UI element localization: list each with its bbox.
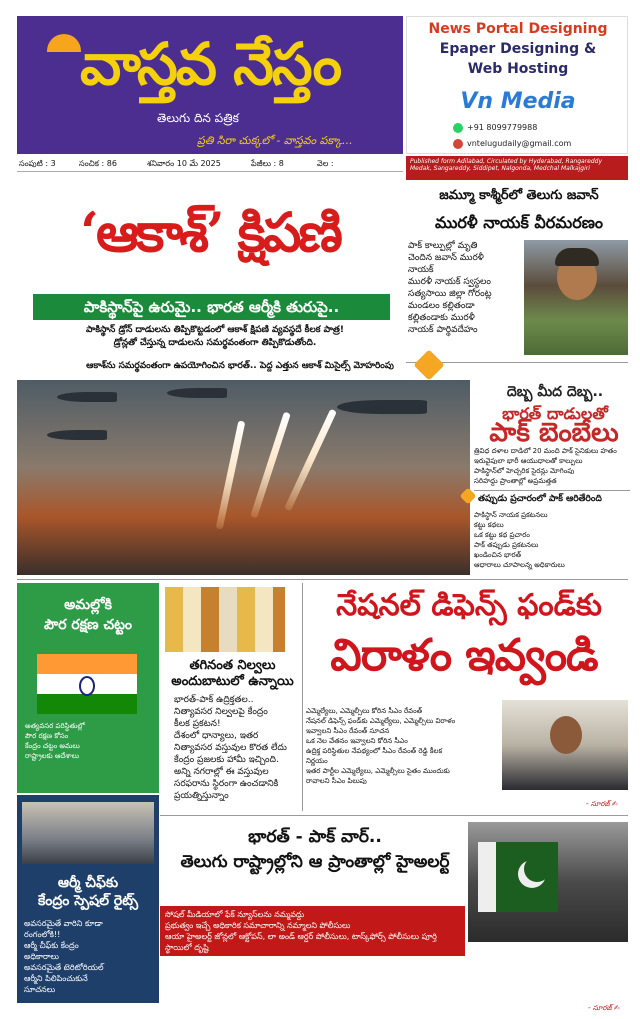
jet-icon: [47, 430, 107, 440]
jet-icon: [337, 400, 427, 414]
section-divider: [160, 815, 628, 816]
vn-media-ad[interactable]: [406, 16, 628, 154]
meeting-photo: [22, 802, 154, 864]
grain-headline-2[interactable]: అందుబాటులో ఉన్నాయి: [171, 674, 294, 689]
publisher-note: Published form Adilabad, Circulated by Hyderabad, Rangareddy Medak, Sangareddy, Siddipet, Nalgonda, Medchal Malkajgiri: [406, 156, 628, 180]
lead-headline[interactable]: ‘ఆకాశ్’ క్షిపణి: [80, 200, 340, 264]
propaganda-line: ఖండించిన భారత్: [474, 551, 522, 559]
murali-line: చెందిన జవాన్ మురళీ: [408, 253, 484, 263]
grain-story: [174, 694, 304, 802]
ad-line-2: Epaper Designing &: [439, 41, 597, 57]
propaganda-line: పాక్ తప్పుడు ప్రకటనలు: [474, 541, 539, 549]
army-line: రంగంలోకి!!: [24, 930, 61, 939]
grain-line: కీలక ప్రకటన!: [174, 719, 221, 729]
page-count: పేజీలు : 8: [251, 159, 284, 168]
fund-line: నిర్ణయం: [306, 757, 328, 765]
pakistan-flag-icon: [478, 842, 558, 912]
civil-defence-line: పౌర రక్షణ కోసం: [25, 732, 69, 740]
missile-trail-icon: [284, 409, 337, 512]
issue-info-bar: [17, 156, 403, 172]
murali-line: కల్లితండాకు మురళీ: [408, 313, 475, 323]
grain-headline-1[interactable]: తగినంత నిల్వలు: [189, 658, 276, 673]
missile-trail-icon: [250, 412, 291, 519]
retaliation-story: [474, 446, 630, 486]
alert-line: ఆయా హైఅలర్ట్ జోన్లలో ఆక్టోపస్, లా అండ్ ఆర్డర్ పోలీసులు, టాస్క్‌ఫోర్స్ పోలీసులు పూర్తి స్థాయిలో దృష్టి: [165, 932, 437, 952]
newspaper-tagline: ప్రతి సిరా చుక్కలో - వాస్తవం పక్కా...: [197, 134, 353, 147]
lead-line-2: డ్రోన్లతో చేస్తున్న దాడులను సమర్థవంతంగా తిప్పికొడుతోంది.: [113, 338, 317, 348]
newspaper-title: వాస్తవ నేస్తం: [80, 30, 340, 98]
retaliation-head-1[interactable]: దెబ్బ మీద దెబ్బ..: [506, 384, 604, 400]
grain-line: నిత్యావసర వస్తువుల కొరత లేదు: [174, 743, 287, 753]
divider: [302, 583, 303, 811]
retaliation-line: సరిహద్దు ప్రాంతాల్లో అప్రమత్తత: [474, 477, 557, 485]
army-line: అవసరమైతే టెరిటోరియల్: [24, 963, 104, 972]
ad-line-1: News Portal Designing: [428, 21, 608, 37]
army-chief-title-2: కేంద్రం స్పెషల్ రైట్స్: [37, 893, 139, 909]
alert-highlights: [160, 906, 465, 956]
issue-number: సంచిక : 86: [79, 159, 117, 168]
missile-trail-icon: [216, 420, 246, 529]
army-line: సూచనలు: [24, 985, 56, 994]
murali-story: [408, 240, 522, 336]
propaganda-line: ఒక కట్టు కథ ప్రచారం: [474, 531, 530, 539]
army-line: ఆర్మీని పిలిపించుకునే: [24, 974, 88, 983]
alert-headline-1[interactable]: భారత్ - పాక్ వార్..: [248, 827, 382, 847]
murali-line: మండలం కల్లితండా: [408, 301, 475, 311]
murali-line: మురళీ నాయక్ స్వస్థలం: [408, 277, 491, 287]
alert-line: సోషల్ మీడియాలో ఫేక్ న్యూస్‌లను నమ్మవద్దు: [165, 910, 305, 919]
propaganda-line: ఆధారాలు చూపాలన్న అధికారులు: [474, 561, 565, 569]
ad-phone: +91 8099779988: [467, 123, 538, 132]
grain-line: కేంద్రం ప్రజలకు హామీ ఇచ్చింది.: [174, 755, 279, 765]
grain-line: అన్ని నగరాల్లో ఈ వస్తువుల: [174, 767, 269, 777]
propaganda-line: పాకిస్థాన్ నాయక ప్రకటనలు: [474, 511, 548, 519]
newspaper-subtitle: తెలుగు దిన పత్రిక: [157, 111, 239, 125]
grains-photo: [165, 587, 285, 652]
lead-line-3: ఆకాశ్‌ను సమర్థవంతంగా ఉపయోగించిన భారత్.. పెద్ద ఎత్తున ఆకాశ్ మిసైల్స్ మోహరింపు: [86, 361, 394, 371]
divider: [474, 490, 630, 491]
email-icon: [453, 139, 463, 149]
fund-story: [306, 706, 500, 786]
propaganda-head[interactable]: తప్పుడు ప్రచారంలో పాక్ ఆరితేరింది: [478, 494, 602, 504]
civil-defence-line: కేంద్రం చట్టం అమలు: [25, 742, 80, 750]
murali-headline-2[interactable]: మురళీ నాయక్ వీరమరణం: [434, 213, 604, 232]
india-flag-icon: [37, 654, 137, 714]
civil-defence-line: అత్యవసర పరిస్థితుల్లో: [25, 722, 85, 730]
civil-defence-title-2: పౌర రక్షణ చట్టం: [43, 617, 133, 633]
retaliation-head-2[interactable]: భారత్ దాడులతో: [502, 404, 608, 423]
fund-headline-2[interactable]: విరాళం ఇవ్వండి: [330, 630, 598, 681]
alert-line: ప్రభుత్వం ఇచ్చే అధికారిక సమాచారాన్ని నమ్మాలని పోలీసులు: [165, 921, 351, 930]
army-line: ఆర్మీ చీఫ్‌కు కేంద్రం: [24, 941, 79, 950]
retaliation-head-3[interactable]: పాక్ బెంబేలు: [489, 418, 619, 448]
fund-line: రావాలని సీఎం పిలుపు: [306, 777, 367, 785]
jet-icon: [167, 388, 227, 398]
whatsapp-icon: [453, 123, 463, 133]
ad-email: vntelugudaily@gmail.com: [467, 139, 572, 148]
lead-banner: పాకిస్థాన్‌పై ఉరుమై.. భారత ఆర్మీకి తురుపై..: [33, 294, 390, 320]
fund-line: ఒక నెల వేతనం ఇవ్వాలని కోరిన సీఎం: [306, 737, 408, 745]
jet-icon: [57, 392, 117, 402]
grain-line: భారత్-పాక్ ఉద్రిక్తతల..: [174, 695, 254, 705]
murali-line: సత్యసాయి జిల్లా గోరంట్ల: [408, 289, 492, 299]
grain-line: సరఫరాను స్థిరంగా ఉంచడానికి: [174, 779, 279, 789]
fund-line: ఇతర పార్టీల ఎమ్మెల్యేలు, ఎమ్మెల్సీలు సైతం ముందుకు: [306, 767, 450, 775]
fund-headline-1[interactable]: నేషనల్ డిఫెన్స్ ఫండ్‌కు: [336, 588, 602, 623]
ad-brand: Vn Media: [460, 89, 576, 114]
army-line: అధికారాలు: [24, 952, 59, 961]
issue-date: శనివారం 10 మే 2025: [147, 159, 221, 168]
retaliation-line: త్రివిధ దళాల దాడిలో 20 మంది పాక్ సైనికులు హతం: [474, 447, 617, 455]
volume: సంపుటి : 3: [19, 159, 56, 168]
murali-headline-1[interactable]: జమ్మూ కాశ్మీర్‌లో తెలుగు జవాన్: [439, 188, 599, 203]
soldier-cap: [555, 248, 599, 266]
civil-defence-story: [25, 721, 151, 761]
alert-author: - సూరజ్ ✍: [588, 1004, 620, 1012]
grain-line: దేశంలో ధాన్యాలు, ఇతర: [174, 731, 259, 741]
civil-defence-line: రాష్ట్రాలకు ఆదేశాలు: [25, 752, 79, 760]
fund-line: నేషనల్ డిఫెన్స్ ఫండ్‌కు ఎమ్మెల్యేలు, ఎమ్మెల్సీలు విరాళం: [306, 717, 456, 725]
propaganda-line: కట్టు కథలు: [474, 521, 504, 529]
fund-author: - సూరజ్ ✍: [586, 800, 618, 808]
civil-defence-title-1: అమల్లోకి: [64, 597, 112, 613]
barbed-wire-photo: [468, 822, 628, 942]
masthead: [17, 16, 403, 154]
lead-line-1: పాకిస్థాన్ డ్రోన్ దాడులను తిప్పికొట్టడంలో ఆకాశ్ క్షిపణి వ్యవస్థదే కీలక పాత్ర!: [86, 325, 344, 335]
cm-photo: [502, 700, 628, 790]
grain-line: నిత్యావసర నిల్వలపై కేంద్రం: [174, 707, 268, 717]
murali-line: నాయక్: [408, 265, 434, 275]
propaganda-story: [474, 510, 630, 570]
alert-headline-2[interactable]: తెలుగు రాష్ట్రాల్లోని ఆ ప్రాంతాల్లో హైఅలర్ట్: [180, 852, 450, 872]
cm-face: [550, 716, 582, 754]
soldier-photo: [524, 240, 628, 355]
army-chief-title-1: ఆర్మీ చీఫ్‌కు: [57, 875, 119, 891]
murali-line: నాయక్ పార్థివదేహం: [408, 325, 478, 335]
ad-line-3: Web Hosting: [467, 61, 569, 77]
fund-line: ఎమ్మెల్యేలు, ఎమ్మెల్సీలు కోరిన సీఎం రేవంత్: [306, 707, 423, 715]
fund-line: ఉద్రిక్త పరిస్థితుల నేపథ్యంలో సీఎం రేవంత్ రెడ్డి కీలక: [306, 747, 443, 755]
army-line: అవసరమైతే వారిని కూడా: [24, 919, 103, 928]
army-chief-story: [24, 918, 154, 995]
missile-war-photo: [17, 380, 470, 575]
fund-line: ఇవ్వాలని సీఎం రేవంత్ సూచన: [306, 727, 390, 735]
grain-line: ప్రయత్నిస్తున్నాం: [174, 791, 229, 801]
retaliation-line: ఇరువైపులా భారీ ఆయుధాలతో కాల్పులు: [474, 457, 583, 465]
murali-line: పాక్ కాల్పుల్లో మృతి: [408, 241, 478, 251]
price: వెల :: [317, 159, 334, 168]
retaliation-line: పాకిస్థాన్‌లో హెచ్చరిక సైరన్లు మోగింపు: [474, 467, 575, 475]
section-divider: [17, 579, 628, 580]
badge-icon: [413, 349, 444, 380]
